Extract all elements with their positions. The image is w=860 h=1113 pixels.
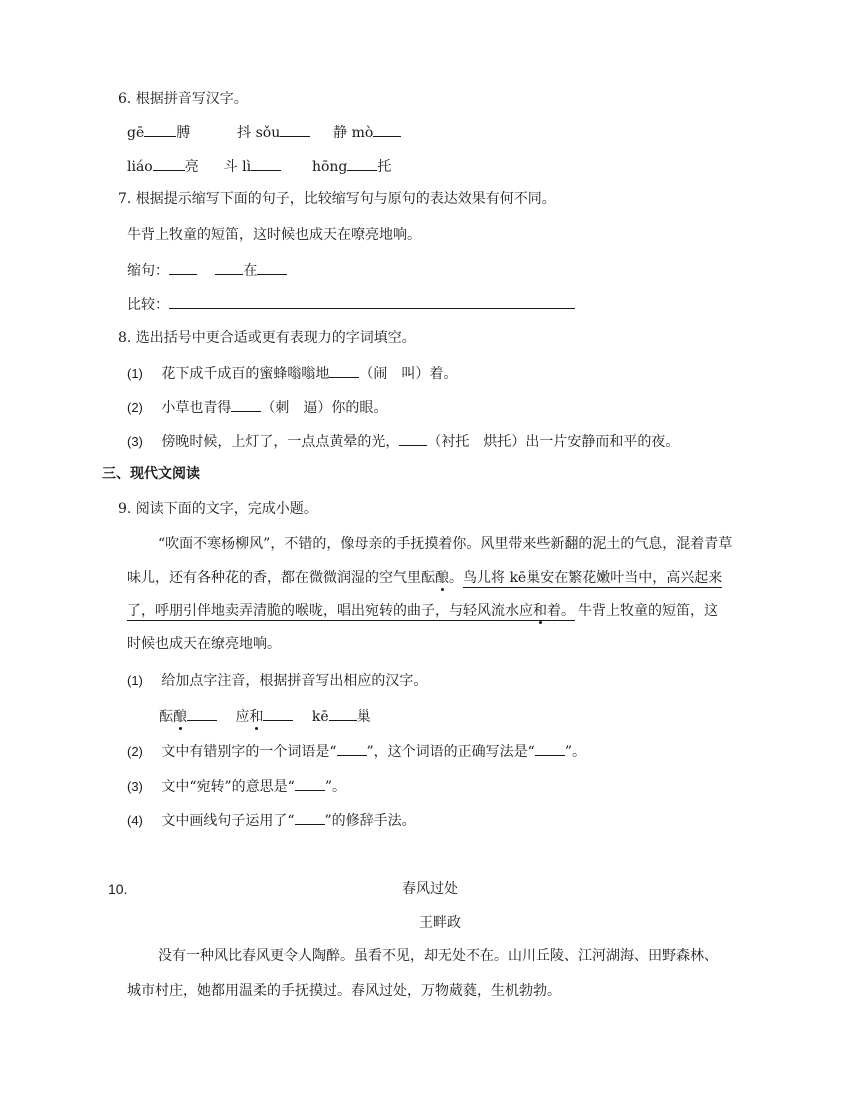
q9-blank-correct-word[interactable] — [535, 740, 565, 756]
q7-blank-adverb[interactable] — [215, 259, 243, 275]
q9-sub-text: ”。 — [324, 779, 346, 795]
q8-blank-2[interactable] — [231, 396, 261, 412]
q9-underlined-sentence-cont — [127, 603, 575, 621]
q9-passage-line-3 — [127, 601, 718, 621]
q6-pinyin-hong: hōng — [311, 159, 348, 175]
q9-blank-niang[interactable] — [187, 705, 217, 721]
q6-blank-2[interactable] — [280, 121, 310, 137]
q9-sub-text: 文中“宛转”的意思是“ — [161, 779, 295, 795]
q6-pinyin-li: 斗 lì — [223, 159, 252, 175]
q9-dotted-char-niang: 酿 — [435, 570, 449, 586]
q9-sub-1 — [127, 671, 427, 691]
q10-passage-line-1: 没有一种风比春风更令人陶醉。虽看不见，却无处不在。山川丘陵、江河湖海、田野森林、 — [158, 948, 718, 964]
q9-sub-text: 给加点字注音，根据拼音写出相应的汉字。 — [161, 673, 428, 689]
q7-stem: 7. 根据提示缩写下面的句子，比较缩写句与原句的表达效果有何不同。 — [118, 191, 556, 207]
q9-passage-text: 着。 — [547, 603, 575, 619]
q9-sub-num: (3) — [127, 779, 143, 794]
q6-pinyin-sou: 抖 sǒu — [237, 125, 281, 141]
q9-word-text: 巢 — [356, 709, 371, 725]
q6-char-bo: 膊 — [176, 125, 191, 141]
q9-passage-line-4: 时候也成天在缭亮地响。 — [127, 636, 281, 652]
q6-char-liang: 亮 — [184, 159, 199, 175]
q6-blank-5[interactable] — [251, 155, 281, 171]
q8-item-3 — [127, 430, 679, 452]
q9-passage-text: 味儿，还有各种花的香，都在微微润湿的空气里酝 — [127, 570, 435, 586]
q8-item-num: (3) — [127, 434, 143, 449]
q10-number: 10. — [108, 881, 128, 897]
q9-dotted-char-he: 和 — [533, 603, 547, 619]
q9-sub-num: (1) — [127, 673, 143, 688]
q8-item-after: （刺 逼）你的眼。 — [261, 400, 388, 416]
q8-item-after: （衬托 烘托）出一片安静而和平的夜。 — [427, 434, 680, 450]
q8-stem: 8. 选出括号中更合适或更有表现力的字词填空。 — [118, 330, 416, 346]
q8-item-2 — [127, 396, 387, 418]
q8-blank-3[interactable] — [399, 430, 427, 446]
q9-underlined-sentence: 鸟儿将 kē巢安在繁花嫩叶当中，高兴起来 — [463, 570, 723, 586]
q7-bijiao-row — [127, 293, 575, 315]
q9-blank-rhetoric[interactable] — [295, 809, 325, 825]
q6-pinyin-ge: gē — [127, 125, 145, 141]
q7-blank-subject[interactable] — [169, 259, 197, 275]
q9-word-text: 酝 — [159, 709, 173, 725]
q7-suoju-row — [127, 259, 287, 281]
q9-stem: 9. 阅读下面的文字，完成小题。 — [118, 501, 318, 517]
q9-blank-he[interactable] — [263, 705, 293, 721]
q9-passage-line-2 — [127, 568, 722, 588]
q9-sub-4 — [127, 809, 416, 831]
q6-char-tuo: 托 — [377, 159, 392, 175]
q9-sub-text: 文中画线句子运用了“ — [161, 813, 295, 829]
q9-dotted-char: 和 — [249, 709, 264, 725]
q9-blank-meaning[interactable] — [295, 775, 325, 791]
q9-passage-text: 牛背上牧童的短笛，这 — [578, 603, 718, 619]
q10-title: 春风过处 — [402, 881, 458, 897]
q8-item-before: 小草也青得 — [161, 400, 232, 416]
q7-blank-bijiao[interactable] — [169, 293, 575, 309]
q7-zai: 在 — [243, 263, 258, 279]
section-3-title: 三、现代文阅读 — [102, 466, 200, 482]
q8-item-before: 傍晚时候，上灯了，一点点黄晕的光， — [161, 434, 400, 450]
q8-item-before: 花下成千成百的蜜蜂嗡嗡地 — [161, 366, 330, 382]
q8-item-num: (1) — [127, 366, 143, 381]
q6-row2 — [127, 155, 391, 177]
q7-suoju-label: 缩句： — [127, 263, 169, 279]
q8-blank-1[interactable] — [329, 362, 359, 378]
q6-blank-1[interactable] — [144, 121, 176, 137]
q8-item-num: (2) — [127, 400, 143, 415]
q10-author: 王畔政 — [419, 915, 461, 931]
q6-stem: 6. 根据拼音写汉字。 — [118, 91, 248, 107]
q9-sub-2 — [127, 740, 586, 762]
q9-word-text: 应 — [235, 709, 250, 725]
q6-row1 — [127, 121, 401, 143]
q9-sub-text: ”，这个词语的正确写法是“ — [366, 744, 535, 760]
q9-passage-line-1: “吹面不寒杨柳风”，不错的，像母亲的手抚摸着你。风里带来些新翻的泥土的气息，混着青草 — [158, 536, 733, 552]
q9-sub-num: (2) — [127, 744, 143, 759]
q9-passage-text: 。 — [449, 570, 463, 586]
q6-pinyin-mo: 静 mò — [333, 125, 374, 141]
q7-blank-verb[interactable] — [257, 259, 287, 275]
q6-blank-3[interactable] — [373, 121, 401, 137]
q9-sub-text: 文中有错别字的一个词语是“ — [161, 744, 337, 760]
q9-sub-text: ”。 — [564, 744, 587, 760]
q9-sub-text: ”的修辞手法。 — [324, 813, 416, 829]
q10-passage-line-2: 城市村庄，她都用温柔的手抚摸过。春风过处，万物葳蕤，生机勃勃。 — [127, 983, 561, 999]
q6-blank-4[interactable] — [153, 155, 185, 171]
q8-item-after: （闹 叫）着。 — [359, 366, 458, 382]
q8-item-1 — [127, 362, 457, 384]
q9-sub-1-row — [159, 705, 371, 727]
q6-pinyin-liao: liáo — [127, 159, 153, 175]
q6-blank-6[interactable] — [347, 155, 377, 171]
q9-passage-text: 了，呼朋引伴地卖弄清脆的喉咙，唱出宛转的曲子，与轻风流水应 — [127, 603, 533, 619]
q9-sub-3 — [127, 775, 346, 797]
q7-bijiao-label: 比较： — [127, 297, 169, 313]
q9-blank-wrong-word[interactable] — [337, 740, 367, 756]
q9-dotted-char: 酿 — [173, 709, 187, 725]
q7-sentence: 牛背上牧童的短笛，这时候也成天在嘹亮地响。 — [127, 227, 421, 243]
q9-pinyin-ke: kē — [311, 709, 329, 725]
q9-blank-ke[interactable] — [329, 705, 357, 721]
q9-sub-num: (4) — [127, 813, 143, 828]
